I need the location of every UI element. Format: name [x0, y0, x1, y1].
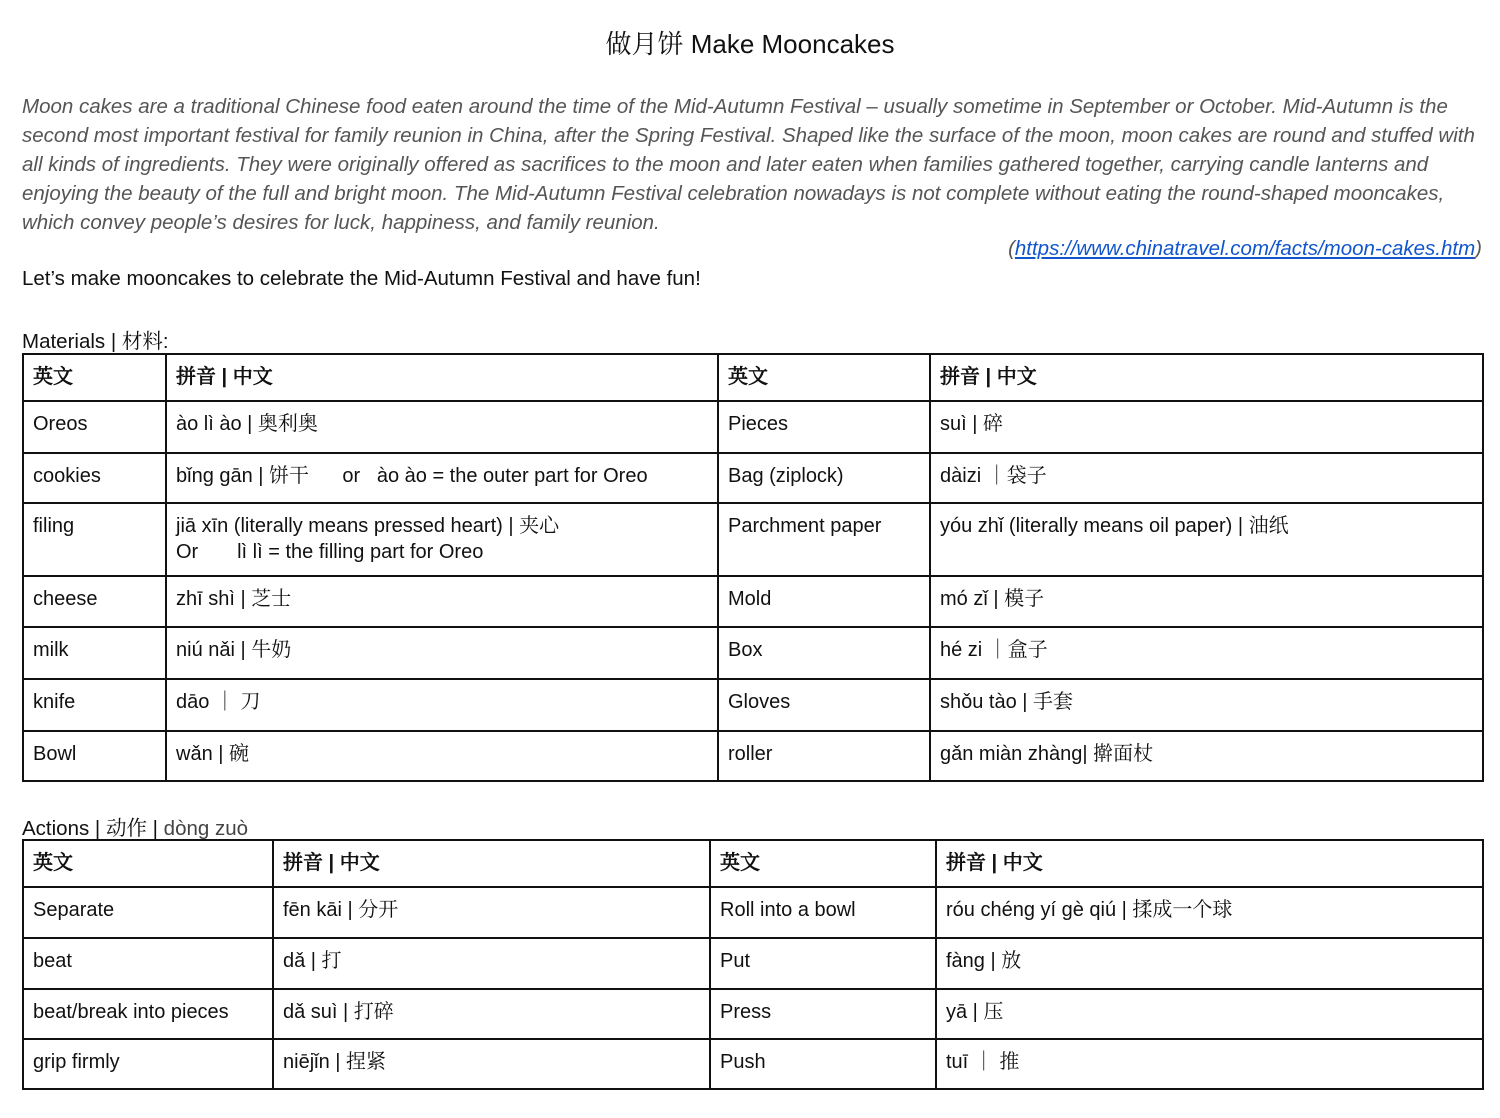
actions-label-pinyin: dòng zuò [163, 817, 249, 840]
english-term: Box [718, 627, 930, 679]
table-row [23, 679, 1483, 731]
english-term: cheese [23, 576, 166, 627]
pinyin-chinese: yóu zhǐ (literally means oil paper) | 油纸 [930, 503, 1483, 576]
intro-paragraph: Moon cakes are a traditional Chinese food eaten around the time of the Mid-Autumn Festival – usually sometime in September or October. Mid-Autumn is the second most important festival for family reunion in China, after the Spring Festival. Shaped like the surface of the moon, moon cakes are round and stuffed with all kinds of ingredients. They were originally offered as sacrifices to the moon and later eaten when families gathered together, carrying candle lanterns and enjoying the beauty of the full and bright moon. The Mid-Autumn Festival celebration nowadays is not complete without eating the round-shaped mooncakes, which convey people’s desires for luck, happiness, and family reunion. [22, 95, 1475, 234]
table-row [23, 887, 1483, 938]
materials-label: Materials | 材料: [22, 330, 169, 353]
header-pinyin-chinese: 拼音 | 中文 [930, 354, 1483, 401]
english-term: Separate [23, 887, 273, 938]
pinyin-chinese: yā | 压 [936, 989, 1483, 1039]
pinyin-chinese: tuī ｜ 推 [936, 1039, 1483, 1089]
english-term: Roll into a bowl [710, 887, 936, 938]
table-row [23, 503, 1483, 576]
pinyin-chinese: dǎ | 打 [273, 938, 710, 989]
actions-label [22, 811, 248, 841]
lead-sentence: Let’s make mooncakes to celebrate the Mid-Autumn Festival and have fun! [22, 267, 701, 290]
english-term: roller [718, 731, 930, 781]
english-term: Mold [718, 576, 930, 627]
english-term: filing [23, 503, 166, 576]
materials-table [22, 353, 1484, 782]
english-term: beat/break into pieces [23, 989, 273, 1039]
header-english: 英文 [710, 840, 936, 887]
materials-header-row [23, 354, 1483, 401]
table-row [23, 627, 1483, 679]
header-english: 英文 [23, 354, 166, 401]
english-term: Bag (ziplock) [718, 453, 930, 503]
pinyin-chinese: zhī shì | 芝士 [166, 576, 718, 627]
pinyin-chinese: hé zi ｜盒子 [930, 627, 1483, 679]
pinyin-chinese: shǒu tào | 手套 [930, 679, 1483, 731]
table-row [23, 453, 1483, 503]
actions-table [22, 839, 1484, 1090]
pinyin-chinese: dǎ suì | 打碎 [273, 989, 710, 1039]
pinyin-chinese: dàizi ｜袋子 [930, 453, 1483, 503]
page-title: 做月饼 Make Mooncakes [605, 29, 895, 59]
source-citation [1008, 237, 1482, 261]
table-row [23, 401, 1483, 453]
pinyin-chinese: fàng | 放 [936, 938, 1483, 989]
table-row [23, 1039, 1483, 1089]
pinyin-line-alt: Or lì lì = the filling part for Oreo [176, 541, 484, 563]
pinyin-chinese [166, 503, 718, 576]
pinyin-chinese: suì | 碎 [930, 401, 1483, 453]
header-pinyin-chinese: 拼音 | 中文 [273, 840, 710, 887]
pinyin-chinese: gǎn miàn zhàng| 擀面杖 [930, 731, 1483, 781]
english-term: Press [710, 989, 936, 1039]
english-term: cookies [23, 453, 166, 503]
english-term: grip firmly [23, 1039, 273, 1089]
english-term: knife [23, 679, 166, 731]
table-row [23, 938, 1483, 989]
pinyin-chinese: ào lì ào | 奥利奥 [166, 401, 718, 453]
pinyin-chinese: dāo ｜ 刀 [166, 679, 718, 731]
actions-label-text: Actions | 动作 | [22, 817, 164, 840]
english-term: Push [710, 1039, 936, 1089]
table-row [23, 731, 1483, 781]
actions-header-row [23, 840, 1483, 887]
english-term: Bowl [23, 731, 166, 781]
pinyin-chinese: róu chéng yí gè qiú | 揉成一个球 [936, 887, 1483, 938]
header-english: 英文 [23, 840, 273, 887]
english-term: milk [23, 627, 166, 679]
header-pinyin-chinese: 拼音 | 中文 [166, 354, 718, 401]
english-term: Parchment paper [718, 503, 930, 576]
pinyin-chinese: mó zǐ | 模子 [930, 576, 1483, 627]
pinyin-chinese: niú nǎi | 牛奶 [166, 627, 718, 679]
source-open-paren: ( [1008, 237, 1015, 260]
english-term: Oreos [23, 401, 166, 453]
table-row [23, 989, 1483, 1039]
source-link[interactable]: https://www.chinatravel.com/facts/moon-cakes.htm [1014, 237, 1476, 260]
pinyin-chinese: niējǐn | 捏紧 [273, 1039, 710, 1089]
pinyin-chinese: fēn kāi | 分开 [273, 887, 710, 938]
header-pinyin-chinese: 拼音 | 中文 [936, 840, 1483, 887]
english-term: Put [710, 938, 936, 989]
english-term: beat [23, 938, 273, 989]
header-english: 英文 [718, 354, 930, 401]
pinyin-line: jiā xīn (literally means pressed heart) | 夹心 [176, 515, 560, 537]
pinyin-chinese: wǎn | 碗 [166, 731, 718, 781]
pinyin-chinese: bǐng gān | 饼干 or ào ào = the outer part for Oreo [166, 453, 718, 503]
table-row [23, 576, 1483, 627]
english-term: Pieces [718, 401, 930, 453]
source-close-paren: ) [1475, 237, 1482, 260]
english-term: Gloves [718, 679, 930, 731]
